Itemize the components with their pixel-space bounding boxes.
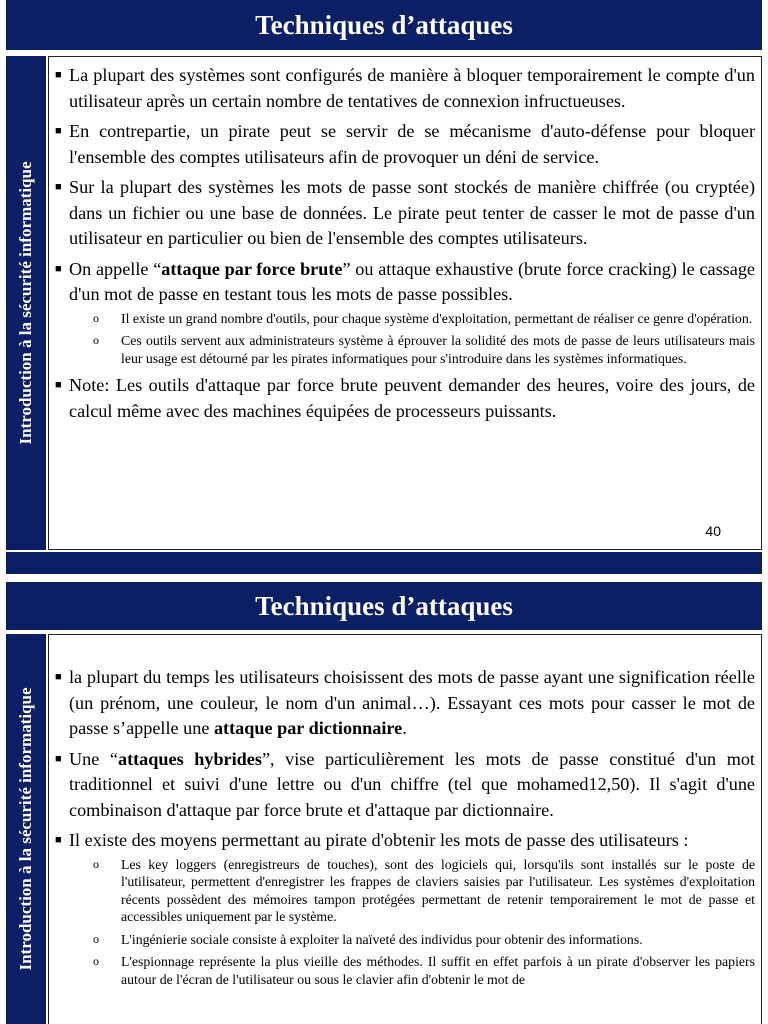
- bullet-list: [55, 63, 755, 429]
- square-bullet-icon: ■: [55, 671, 62, 683]
- slide-content: [48, 634, 762, 1024]
- bullet-item: [55, 175, 755, 252]
- sub-bullet-text: L'ingénierie sociale consiste à exploiter la naïveté des individus pour obtenir des informations.: [121, 931, 643, 947]
- circle-bullet-icon: o: [93, 310, 99, 325]
- bullet-item: [55, 119, 755, 170]
- bullet-text-pre: la plupart du temps les utilisateurs choisissent des mots de passe ayant une signification réelle (un prénom, une couleur, le nom d'un animal…). Essayant ces mots pour casser le mot de passe s’appelle une: [69, 667, 755, 738]
- bullet-text: Il existe des moyens permettant au pirate d'obtenir les mots de passe des utilisateurs :: [69, 830, 689, 850]
- bullet-text: La plupart des systèmes sont configurés de manière à bloquer temporairement le compte d'un utilisateur après un certain nombre de tentatives de connexion infructueuses.: [69, 65, 755, 111]
- bullet-text-post: .: [402, 718, 407, 738]
- circle-bullet-icon: o: [93, 954, 99, 968]
- square-bullet-icon: ■: [55, 181, 62, 193]
- sub-bullet-list: [69, 856, 755, 989]
- sub-bullet-text: Les key loggers (enregistreurs de touches), sont des logiciels qui, lorsqu'ils sont installés sur le poste de l'utilisateur, permettent d'enregistrer les frappes de claviers saisies par l'utilisateur. Les systèmes d'exploitation récents possèdent des mémoires tampon protégées permettant de retenir temporairement le mot de passe et accessibles uniquement par le système.: [121, 856, 755, 924]
- circle-bullet-icon: o: [93, 856, 99, 871]
- square-bullet-icon: ■: [55, 752, 62, 765]
- square-bullet-icon: ■: [55, 69, 62, 81]
- page-number: 40: [705, 523, 721, 539]
- bullet-text: Sur la plupart des systèmes les mots de passe sont stockés de manière chiffrée (ou cryptée) dans un fichier ou une base de données. Le pirate peut tenter de casser le mot de passe d'un utilisateur en particulier ou bien de l'ensemble des comptes utilisateurs.: [69, 177, 755, 248]
- bullet-text: En contrepartie, un pirate peut se servir de se mécanisme d'auto-défense pour bloquer l'ensemble des comptes utilisateurs afin de provoquer un déni de service.: [69, 121, 755, 167]
- sub-bullet-text: Ces outils servent aux administrateurs système à éprouver la solidité des mots de passe de leurs utilisateurs mais leur usage est détourné par les pirates informatiques pour s'introduire dans les systèmes informatiques.: [121, 333, 755, 366]
- bullet-text-bold: attaques hybrides: [117, 748, 262, 769]
- bullet-text-post: ” ou attaque exhaustive (brute force cracking) le cassage d'un mot de passe en testant tous les mots de passe possibles.: [69, 258, 756, 304]
- sub-bullet-item: [69, 332, 755, 367]
- square-bullet-icon: ■: [55, 125, 62, 137]
- side-bar: [6, 634, 46, 1024]
- slide-41: [6, 582, 762, 1024]
- sub-bullet-item: [69, 310, 755, 328]
- sub-bullet-item: [69, 931, 755, 949]
- slide-title: Techniques d’attaques: [6, 582, 762, 630]
- sub-bullet-text: Il existe un grand nombre d'outils, pour chaque système d'exploitation, permettant de réaliser ce genre d'opération.: [121, 310, 753, 326]
- slide-title: Techniques d’attaques: [6, 0, 762, 50]
- bullet-text-pre: Une “: [69, 748, 118, 769]
- bullet-item: [55, 373, 755, 424]
- footer-bar: [6, 552, 762, 574]
- bullet-text-pre: On appelle “: [69, 258, 162, 279]
- square-bullet-icon: ■: [55, 379, 62, 391]
- bullet-list: [55, 665, 755, 994]
- bullet-text: Note: Les outils d'attaque par force brute peuvent demander des heures, voire des jours, de calcul même avec des machines équipées de processeurs puissants.: [69, 375, 755, 421]
- sub-bullet-item: [69, 953, 755, 988]
- sub-bullet-list: [69, 310, 755, 368]
- bullet-item: [55, 257, 755, 368]
- bullet-text-bold: attaque par force brute: [161, 258, 343, 279]
- side-bar: [6, 56, 46, 550]
- bullet-item: [55, 63, 755, 114]
- bullet-item: [55, 828, 755, 988]
- side-label: Introduction à la sécurité informatique: [16, 161, 35, 445]
- sub-bullet-item: [69, 856, 755, 926]
- bullet-item: [55, 747, 755, 824]
- slide-content: [48, 56, 762, 550]
- bullet-item: [55, 665, 755, 742]
- circle-bullet-icon: o: [93, 333, 99, 347]
- slide-40: [6, 0, 762, 576]
- square-bullet-icon: ■: [55, 834, 62, 846]
- side-label: Introduction à la sécurité informatique: [16, 687, 35, 971]
- circle-bullet-icon: o: [93, 931, 99, 946]
- bullet-text-post: ”, vise particulièrement les mots de passe constitué d'un mot traditionnel et suivi d'une lettre ou d'un chiffre (tel que mohamed12,50). Il s'agit d'une combinaison d'attaque par force brute et d'attaque par dictionnaire.: [69, 748, 755, 820]
- square-bullet-icon: ■: [55, 262, 62, 275]
- bullet-text-bold: attaque par dictionnaire: [213, 718, 403, 738]
- sub-bullet-text: L'espionnage représente la plus vieille des méthodes. Il suffit en effet parfois à un pirate d'observer les papiers autour de l'écran de l'utilisateur ou sous le clavier afin d'obtenir le mot de: [121, 954, 755, 987]
